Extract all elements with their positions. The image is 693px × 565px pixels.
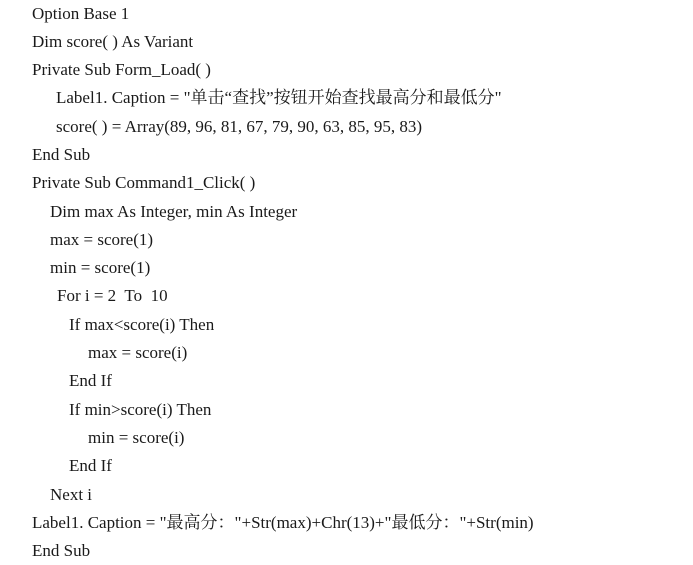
code-line-label-caption-init: Label1. Caption = "单击“查找”按钮开始查找最高分和最低分" — [56, 88, 502, 107]
code-line-end-sub-2: End Sub — [32, 541, 91, 560]
code-line-option-base: Option Base 1 — [32, 4, 130, 23]
code-line-if-min: If min>score(i) Then — [69, 400, 212, 419]
code-line-next-i: Next i — [50, 485, 93, 504]
code-line-score-array: score( ) = Array(89, 96, 81, 67, 79, 90, 63, 85, 95, 83) — [56, 117, 423, 136]
code-line-if-max: If max<score(i) Then — [69, 315, 215, 334]
code-line-end-if-2: End If — [69, 456, 112, 475]
code-line-min-init: min = score(1) — [50, 258, 151, 277]
code-line-end-sub-1: End Sub — [32, 145, 91, 164]
code-line-for-loop: For i = 2 To 10 — [57, 286, 168, 305]
code-line-max-init: max = score(1) — [50, 230, 154, 249]
code-line-min-assign: min = score(i) — [88, 428, 185, 447]
code-line-dim-score: Dim score( ) As Variant — [32, 32, 194, 51]
code-line-dim-max-min: Dim max As Integer, min As Integer — [50, 202, 298, 221]
code-line-form-load-header: Private Sub Form_Load( ) — [32, 60, 211, 79]
code-line-label-caption-result: Label1. Caption = "最高分："+Str(max)+Chr(13)+"最低分："+Str(min) — [32, 513, 534, 532]
code-line-end-if-1: End If — [69, 371, 112, 390]
code-line-command1-click-header: Private Sub Command1_Click( ) — [32, 173, 256, 192]
code-line-max-assign: max = score(i) — [88, 343, 188, 362]
